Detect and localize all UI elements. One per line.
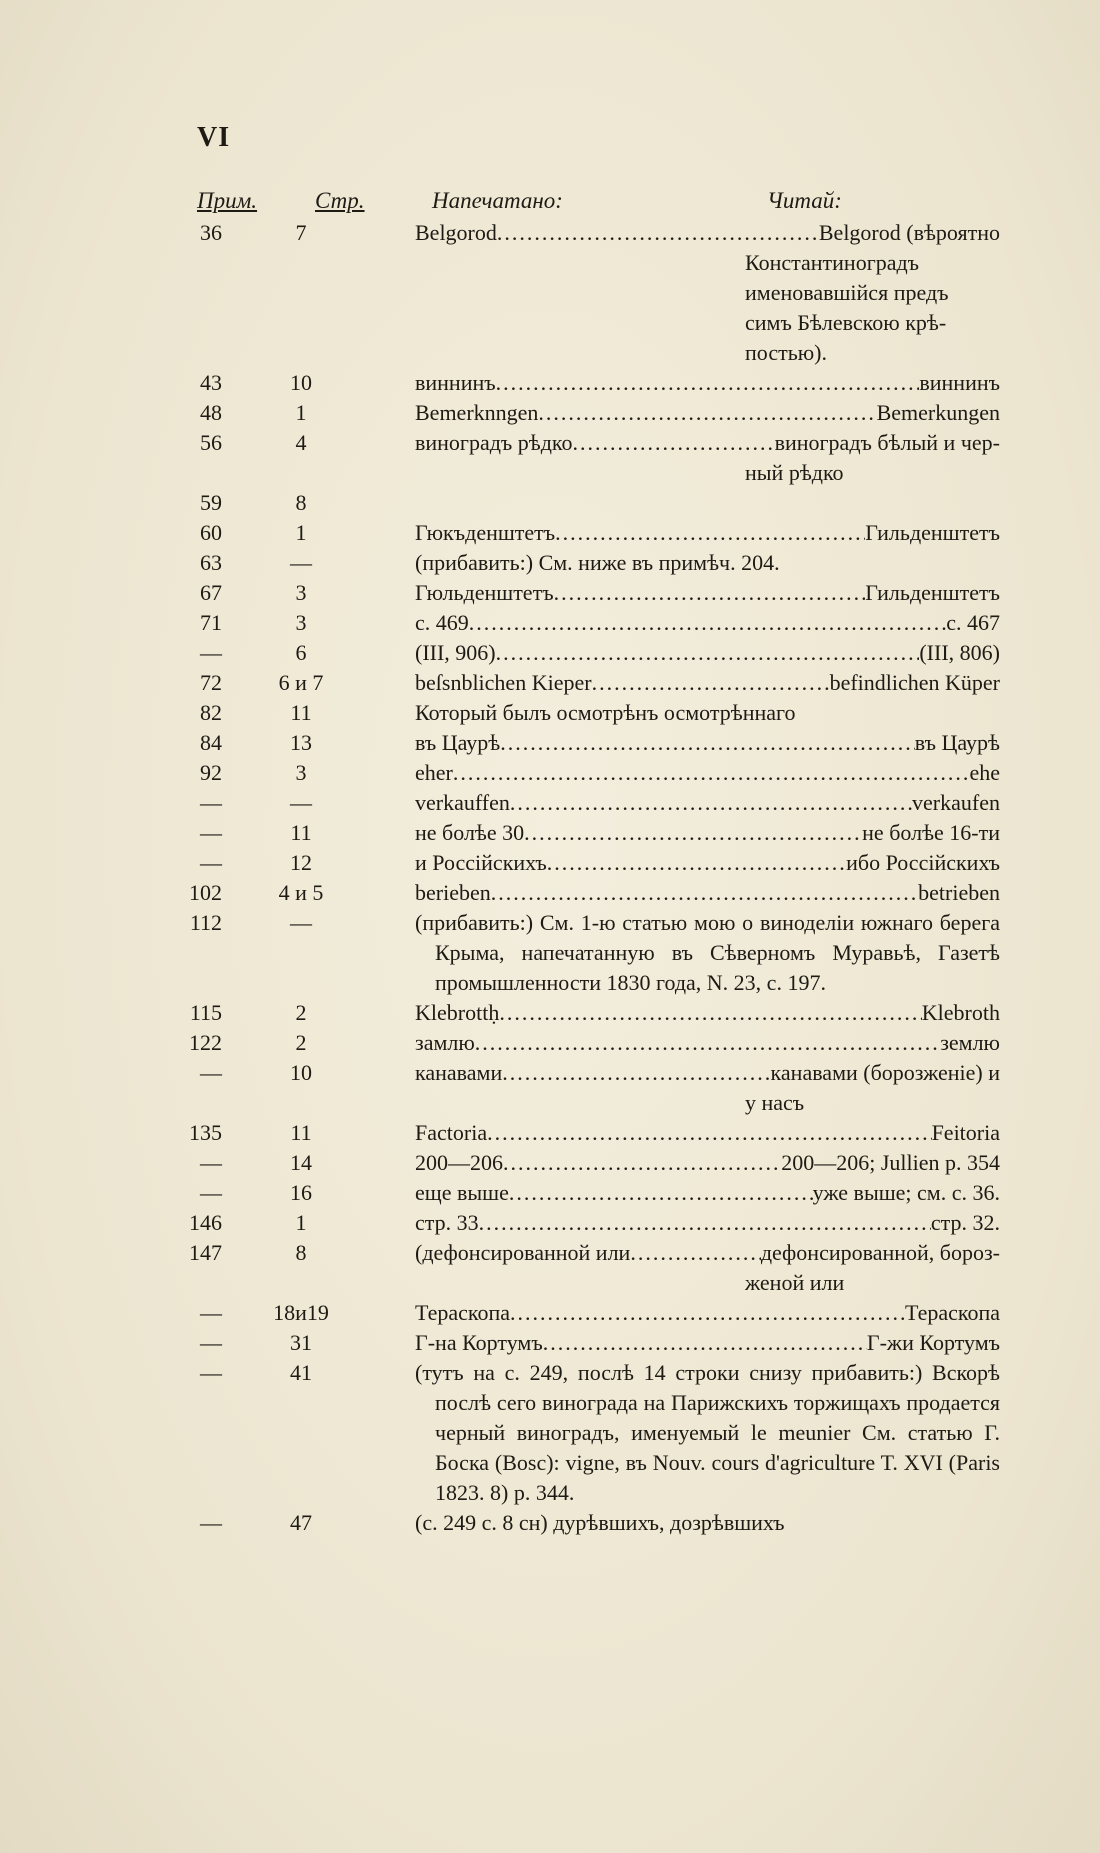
correction-text xyxy=(380,1148,1000,1178)
line-number: 2 xyxy=(295,1030,307,1055)
correction-text xyxy=(380,1118,1000,1148)
leader-dots xyxy=(503,1148,781,1178)
errata-row xyxy=(0,998,1100,1028)
line-number: 2 xyxy=(295,1000,307,1025)
read-text: befindlichen Küper xyxy=(829,670,1000,695)
printed-text: въ Цаурѣ xyxy=(415,730,501,755)
read-text: Г-жи Кортумъ xyxy=(866,1330,1000,1355)
correction-paragraph: (прибавить:) См. ниже въ примѣч. 204. xyxy=(415,550,780,575)
errata-row xyxy=(0,818,1100,848)
note-number: 115 xyxy=(189,1000,222,1025)
line-number: 18и19 xyxy=(273,1300,329,1325)
line-number: 14 xyxy=(290,1150,312,1175)
errata-row xyxy=(0,848,1100,878)
line-number: 41 xyxy=(290,1360,312,1385)
read-text: канавами (борозженіе) и xyxy=(770,1060,1000,1085)
line-number: — xyxy=(290,910,312,935)
note-number: 135 xyxy=(189,1120,222,1145)
line-number: 6 и 7 xyxy=(278,670,324,695)
read-text: с. 467 xyxy=(946,610,1000,635)
leader-dots xyxy=(502,1058,770,1088)
line-number: 4 и 5 xyxy=(278,880,324,905)
correction-paragraph: Который былъ осмотрѣнъ осмотрѣннаго xyxy=(415,700,796,725)
line-number: 11 xyxy=(290,820,312,845)
correction-line xyxy=(415,1028,1000,1058)
correction-text xyxy=(380,908,1000,998)
printed-text: (III, 906) xyxy=(415,640,496,665)
note-number: 146 xyxy=(189,1210,222,1235)
correction-text xyxy=(380,1238,1000,1298)
correction-text xyxy=(380,758,1000,788)
correction-text xyxy=(380,578,1000,608)
read-text: verkaufen xyxy=(912,790,1000,815)
correction-text xyxy=(380,488,1000,518)
line-number: 1 xyxy=(295,400,307,425)
line-number: 6 xyxy=(295,640,307,665)
read-continuation: именовавшійся предъ xyxy=(745,280,949,305)
header-napechatano: Напечатано: xyxy=(432,188,563,213)
printed-text: Factoria xyxy=(415,1120,488,1145)
correction-line xyxy=(415,218,1000,248)
leader-dots xyxy=(510,788,912,818)
note-number: 82 xyxy=(200,700,222,725)
read-text: стр. 32. xyxy=(930,1210,1000,1235)
printed-text: berieben xyxy=(415,880,491,905)
correction-line xyxy=(415,1298,1000,1328)
correction-text xyxy=(380,1508,1000,1538)
read-text: Belgorod (вѣроятно xyxy=(818,220,1000,245)
note-number: 36 xyxy=(200,220,222,245)
line-number: 8 xyxy=(295,490,307,515)
read-continuation: постью). xyxy=(745,340,827,365)
read-text: землю xyxy=(940,1030,1000,1055)
note-number: — xyxy=(200,1300,222,1325)
errata-row xyxy=(0,488,1100,518)
read-continuation: симъ Бѣлевскою крѣ- xyxy=(745,310,947,335)
read-text: въ Цаурѣ xyxy=(914,730,1000,755)
line-number: 3 xyxy=(295,760,307,785)
read-text: Klebroth xyxy=(921,1000,1000,1025)
errata-row xyxy=(0,1358,1100,1508)
correction-line xyxy=(415,998,1000,1028)
note-number: 147 xyxy=(189,1240,222,1265)
read-text: ибо Россійскихъ xyxy=(846,850,1000,875)
correction-text xyxy=(380,668,1000,698)
line-number: 4 xyxy=(295,430,307,455)
correction-line xyxy=(415,758,1000,788)
errata-row xyxy=(0,1178,1100,1208)
errata-table xyxy=(0,218,1100,1538)
correction-text xyxy=(380,998,1000,1028)
correction-text xyxy=(380,1208,1000,1238)
correction-text xyxy=(380,1028,1000,1058)
leader-dots xyxy=(469,608,946,638)
note-number: — xyxy=(200,1060,222,1085)
read-text: уже выше; см. с. 36. xyxy=(812,1180,1000,1205)
correction-line xyxy=(415,578,1000,608)
errata-row xyxy=(0,1328,1100,1358)
line-number: 3 xyxy=(295,610,307,635)
errata-row xyxy=(0,728,1100,758)
note-number: 43 xyxy=(200,370,222,395)
line-number: 8 xyxy=(295,1240,307,1265)
correction-text xyxy=(380,548,1000,578)
printed-text: Гюльденштетъ xyxy=(415,580,554,605)
correction-line xyxy=(415,1208,1000,1238)
leader-dots xyxy=(630,1238,760,1268)
errata-row xyxy=(0,518,1100,548)
read-continuation: у насъ xyxy=(745,1090,805,1115)
errata-row xyxy=(0,548,1100,578)
note-number: 112 xyxy=(189,910,222,935)
leader-dots xyxy=(487,1118,931,1148)
printed-text: с. 469 xyxy=(415,610,469,635)
correction-line xyxy=(415,1238,1000,1268)
read-text: не болѣе 16-ти xyxy=(862,820,1000,845)
note-number: — xyxy=(200,1330,222,1355)
errata-row xyxy=(0,1118,1100,1148)
errata-row xyxy=(0,758,1100,788)
printed-text: eher xyxy=(415,760,453,785)
errata-row xyxy=(0,788,1100,818)
note-number: — xyxy=(200,1150,222,1175)
correction-paragraph: (прибавить:) См. 1-ю статью мою о виноделіи южнаго берега Крыма, напечатанную въ Сѣверномъ Муравьѣ, Газетѣ промышленности 1830 года, N. 23, с. 197. xyxy=(415,910,1000,995)
printed-text: канавами xyxy=(415,1060,503,1085)
line-number: 10 xyxy=(290,370,312,395)
errata-row xyxy=(0,1238,1100,1298)
printed-text: beſsnblichen Kieper xyxy=(415,670,592,695)
header-str: Стр. xyxy=(315,188,365,213)
leader-dots xyxy=(499,998,921,1028)
printed-text: Bemerknngen xyxy=(415,400,539,425)
printed-text: Тераскопа xyxy=(415,1300,511,1325)
correction-line xyxy=(415,368,1000,398)
correction-text xyxy=(380,608,1000,638)
correction-text xyxy=(380,1298,1000,1328)
correction-line xyxy=(415,878,1000,908)
correction-text xyxy=(380,1328,1000,1358)
line-number: 13 xyxy=(290,730,312,755)
errata-row xyxy=(0,698,1100,728)
read-text: Тераскопа xyxy=(904,1300,1000,1325)
correction-text xyxy=(380,848,1000,878)
leader-dots xyxy=(555,518,865,548)
errata-row xyxy=(0,878,1100,908)
line-number: 11 xyxy=(290,700,312,725)
note-number: — xyxy=(200,1180,222,1205)
correction-text xyxy=(380,638,1000,668)
note-number: 84 xyxy=(200,730,222,755)
note-number: — xyxy=(200,790,222,815)
note-number: — xyxy=(200,1360,222,1385)
leader-dots xyxy=(509,1178,813,1208)
note-number: 122 xyxy=(189,1030,222,1055)
note-number: — xyxy=(200,640,222,665)
errata-row xyxy=(0,1298,1100,1328)
read-text: дефонсированной, бороз- xyxy=(760,1240,1000,1265)
correction-line xyxy=(415,1178,1000,1208)
leader-dots xyxy=(592,668,830,698)
correction-text xyxy=(380,218,1000,368)
line-number: — xyxy=(290,790,312,815)
note-number: 48 xyxy=(200,400,222,425)
correction-line xyxy=(415,1118,1000,1148)
read-text: Гильденштетъ xyxy=(865,580,1000,605)
leader-dots xyxy=(524,818,862,848)
printed-text: Klebrottḥ xyxy=(415,1000,500,1025)
errata-row xyxy=(0,1058,1100,1118)
note-number: — xyxy=(200,1510,222,1535)
correction-line xyxy=(415,398,1000,428)
note-number: 102 xyxy=(189,880,222,905)
leader-dots xyxy=(475,1028,940,1058)
line-number: 31 xyxy=(290,1330,312,1355)
printed-text: и Россійскихъ xyxy=(415,850,547,875)
printed-text: Гюкъденштетъ xyxy=(415,520,556,545)
errata-row xyxy=(0,1208,1100,1238)
printed-text: Г-на Кортумъ xyxy=(415,1330,543,1355)
printed-text: verkauffen xyxy=(415,790,510,815)
errata-row xyxy=(0,1508,1100,1538)
correction-paragraph: (тутъ на с. 249, послѣ 14 строки снизу прибавить:) Вскорѣ послѣ сего винограда на Парижскихъ торжищахъ продается черный виноградъ, именуемый le meunier См. статью Г. Боска (Bosc): vigne, въ Nouv. cours d'agriculture T. XVI (Paris 1823. 8) p. 344. xyxy=(415,1360,1000,1505)
header-chitai: Читай: xyxy=(767,188,842,213)
note-number: 72 xyxy=(200,670,222,695)
correction-line xyxy=(415,1148,1000,1178)
note-number: 92 xyxy=(200,760,222,785)
line-number: 16 xyxy=(290,1180,312,1205)
correction-text xyxy=(380,728,1000,758)
read-text: 200—206; Jullien p. 354 xyxy=(781,1150,1000,1175)
line-number: 7 xyxy=(295,220,307,245)
line-number: 12 xyxy=(290,850,312,875)
line-number: 3 xyxy=(295,580,307,605)
note-number: 56 xyxy=(200,430,222,455)
line-number: 47 xyxy=(290,1510,312,1535)
correction-line xyxy=(415,518,1000,548)
read-continuation: Константиноградъ xyxy=(745,250,920,275)
correction-line xyxy=(415,428,1000,458)
note-number: 59 xyxy=(200,490,222,515)
leader-dots xyxy=(510,1298,905,1328)
read-text: Feitoria xyxy=(931,1120,1000,1145)
printed-text: виннинъ xyxy=(415,370,496,395)
errata-row xyxy=(0,398,1100,428)
note-number: — xyxy=(200,850,222,875)
note-number: 71 xyxy=(200,610,222,635)
correction-text xyxy=(380,518,1000,548)
correction-paragraph: (с. 249 с. 8 сн) дурѣвшихъ, дозрѣвшихъ xyxy=(415,1510,785,1535)
leader-dots xyxy=(497,218,819,248)
leader-dots xyxy=(491,878,918,908)
leader-dots xyxy=(573,428,775,458)
printed-text: замлю xyxy=(415,1030,475,1055)
correction-line xyxy=(415,1058,1000,1088)
correction-line xyxy=(415,638,1000,668)
line-number: 11 xyxy=(290,1120,312,1145)
correction-text xyxy=(380,428,1000,488)
correction-text xyxy=(380,1358,1000,1508)
correction-line xyxy=(415,728,1000,758)
errata-row xyxy=(0,608,1100,638)
correction-line xyxy=(415,1328,1000,1358)
leader-dots xyxy=(496,638,920,668)
errata-row xyxy=(0,578,1100,608)
leader-dots xyxy=(500,728,915,758)
leader-dots xyxy=(547,848,846,878)
printed-text: стр. 33 xyxy=(415,1210,479,1235)
read-text: (III, 806) xyxy=(919,640,1000,665)
note-number: 60 xyxy=(200,520,222,545)
note-number: — xyxy=(200,820,222,845)
note-number: 67 xyxy=(200,580,222,605)
leader-dots xyxy=(453,758,970,788)
printed-text: 200—206 xyxy=(415,1150,503,1175)
header-prim: Прим. xyxy=(197,188,258,213)
correction-text xyxy=(380,368,1000,398)
leader-dots xyxy=(479,1208,931,1238)
errata-row xyxy=(0,638,1100,668)
correction-text xyxy=(380,878,1000,908)
errata-row xyxy=(0,1028,1100,1058)
read-text: Bemerkungen xyxy=(876,400,1000,425)
read-text: betrieben xyxy=(918,880,1000,905)
correction-text xyxy=(380,698,1000,728)
read-text: ehe xyxy=(969,760,1000,785)
errata-row xyxy=(0,1148,1100,1178)
correction-line xyxy=(415,608,1000,638)
line-number: 10 xyxy=(290,1060,312,1085)
printed-text: Belgorod xyxy=(415,220,497,245)
printed-text: (дефонсированной или xyxy=(415,1240,631,1265)
leader-dots xyxy=(538,398,876,428)
correction-line xyxy=(415,668,1000,698)
read-text: виноградъ бѣлый и чер- xyxy=(774,430,1000,455)
leader-dots xyxy=(543,1328,867,1358)
correction-line xyxy=(415,848,1000,878)
errata-row xyxy=(0,908,1100,998)
correction-line xyxy=(415,788,1000,818)
errata-row xyxy=(0,218,1100,368)
correction-text xyxy=(380,818,1000,848)
leader-dots xyxy=(496,368,920,398)
correction-text xyxy=(380,398,1000,428)
errata-row xyxy=(0,428,1100,488)
read-text: виннинъ xyxy=(919,370,1000,395)
correction-text xyxy=(380,1058,1000,1118)
read-continuation: ный рѣдко xyxy=(745,460,844,485)
printed-text: еще выше xyxy=(415,1180,509,1205)
errata-row xyxy=(0,668,1100,698)
leader-dots xyxy=(554,578,866,608)
printed-text: виноградъ рѣдко xyxy=(415,430,573,455)
read-text: Гильденштетъ xyxy=(865,520,1000,545)
printed-text: не болѣе 30 xyxy=(415,820,525,845)
line-number: — xyxy=(290,550,312,575)
line-number: 1 xyxy=(295,1210,307,1235)
page-number: VI xyxy=(197,122,231,153)
correction-text xyxy=(380,788,1000,818)
correction-line xyxy=(415,818,1000,848)
correction-text xyxy=(380,1178,1000,1208)
line-number: 1 xyxy=(295,520,307,545)
note-number: 63 xyxy=(200,550,222,575)
read-continuation: женой или xyxy=(745,1270,845,1295)
errata-row xyxy=(0,368,1100,398)
